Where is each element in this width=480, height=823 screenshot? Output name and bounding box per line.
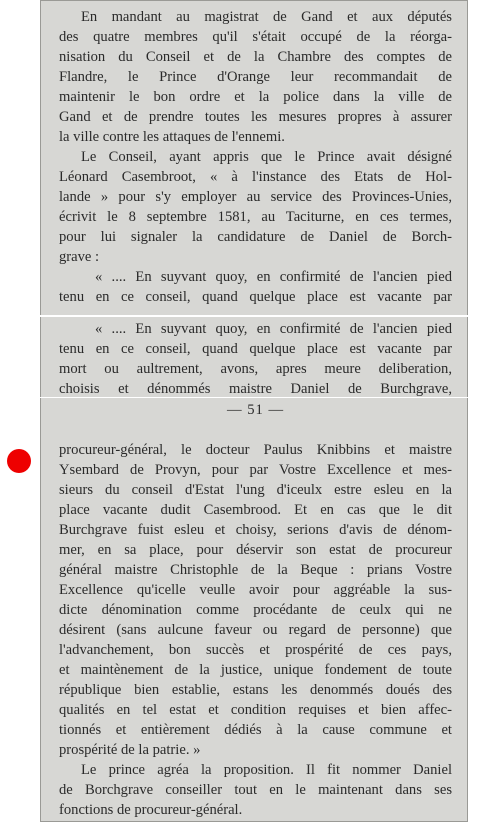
- clipped-line-fragment: [41, 308, 467, 315]
- page-number: — 51 —: [226, 402, 285, 418]
- text-line: prospérité de la patrie. »: [59, 742, 201, 758]
- text-line: « .... En suyvant quoy, en confirmité de l'ancien pied: [95, 269, 452, 285]
- text-line: général maistre Christophle de la Beque : prians Vostre: [59, 562, 452, 578]
- text-block-2: [59, 319, 452, 397]
- text-line: lande » pour s'y employer au service des Provinces-Unies,: [59, 189, 452, 205]
- text-line: des quatre membres qu'il s'était occupé de la réorga-: [59, 29, 452, 45]
- text-line: Flandre, le Prince d'Orange leur recommandait de: [59, 69, 452, 85]
- scan-segment-2: [40, 317, 468, 397]
- scan-segment-1: [40, 0, 468, 315]
- text-line: Ysembard de Provyn, pour par Vostre Excellence et mes-: [59, 462, 452, 478]
- text-line: Léonard Casembroot, « à l'instance des Etats de Hol-: [59, 169, 452, 185]
- text-line: mort ou aultrement, avons, apres meure deliberation,: [59, 361, 452, 377]
- text-line: Le prince agréa la proposition. Il fit nommer Daniel: [81, 762, 452, 778]
- text-line: dicte dénomination comme procédante de ceulx qui ne: [59, 602, 452, 618]
- text-line: Le Conseil, ayant appris que le Prince avait désigné: [81, 149, 452, 165]
- text-line: tenu en ce conseil, quand quelque place est vacante par: [59, 341, 452, 357]
- text-line: et maintènement de la justice, unique fondement de toute: [59, 662, 452, 678]
- text-line: choisis et dénommés maistre Daniel de Burchgrave,: [59, 381, 452, 397]
- text-block-3: [59, 400, 452, 820]
- text-line: nisation du Conseil et de la Chambre des comptes de: [59, 49, 452, 65]
- text-line: qualités en tel estat et condition requises et bien affec-: [59, 702, 452, 718]
- text-line: tenu en ce conseil, quand quelque place est vacante par: [59, 289, 452, 305]
- text-line: « .... En suyvant quoy, en confirmité de l'ancien pied: [95, 321, 452, 337]
- text-line: sieurs du conseil d'Estat l'ung d'iceulx estre esleu en la: [59, 482, 452, 498]
- text-line: procureur-général, le docteur Paulus Knibbins et maistre: [59, 442, 452, 458]
- text-line: la ville contre les attaques de l'ennemi.: [59, 129, 285, 145]
- text-line: écrivit le 8 septembre 1581, au Taciturne, en ces termes,: [59, 209, 452, 225]
- text-line: de Borchgrave conseiller tout en le maintenant dans ses: [59, 782, 452, 798]
- text-line: désirent (sans aulcune faveur ou regard de personne) que: [59, 622, 452, 638]
- text-line: tionnés et entièrement dédiés à la cause commune et: [59, 722, 452, 738]
- text-line: grave :: [59, 249, 100, 265]
- text-line: république bien establie, estans les denommés doués des: [59, 682, 452, 698]
- text-line: pour lui signaler la candidature de Daniel de Borch-: [59, 229, 452, 245]
- red-dot-marker: [7, 449, 31, 473]
- text-line: En mandant au magistrat de Gand et aux députés: [81, 9, 452, 25]
- text-line: l'advanchement, bon succès et prospérité de ces pays,: [59, 642, 452, 658]
- text-line: mer, en sa place, pour déservir son estat de procureur: [59, 542, 452, 558]
- text-block-1: [59, 7, 452, 307]
- scan-segment-3: [40, 398, 468, 822]
- text-line: Burchgrave fuist esleu et choisy, serions d'avis de dénom-: [59, 522, 452, 538]
- text-line: place vacante dudit Casembrood. Et en cas que le dit: [59, 502, 452, 518]
- text-line: maintenir le bon ordre et la police dans la ville de: [59, 89, 452, 105]
- text-line: fonctions de procureur-général.: [59, 802, 243, 818]
- text-line: Gand et de prendre toutes les mesures propres à assurer: [59, 109, 452, 125]
- text-line: Excellence qu'icelle veulle avoir pour aggréable la sus-: [59, 582, 452, 598]
